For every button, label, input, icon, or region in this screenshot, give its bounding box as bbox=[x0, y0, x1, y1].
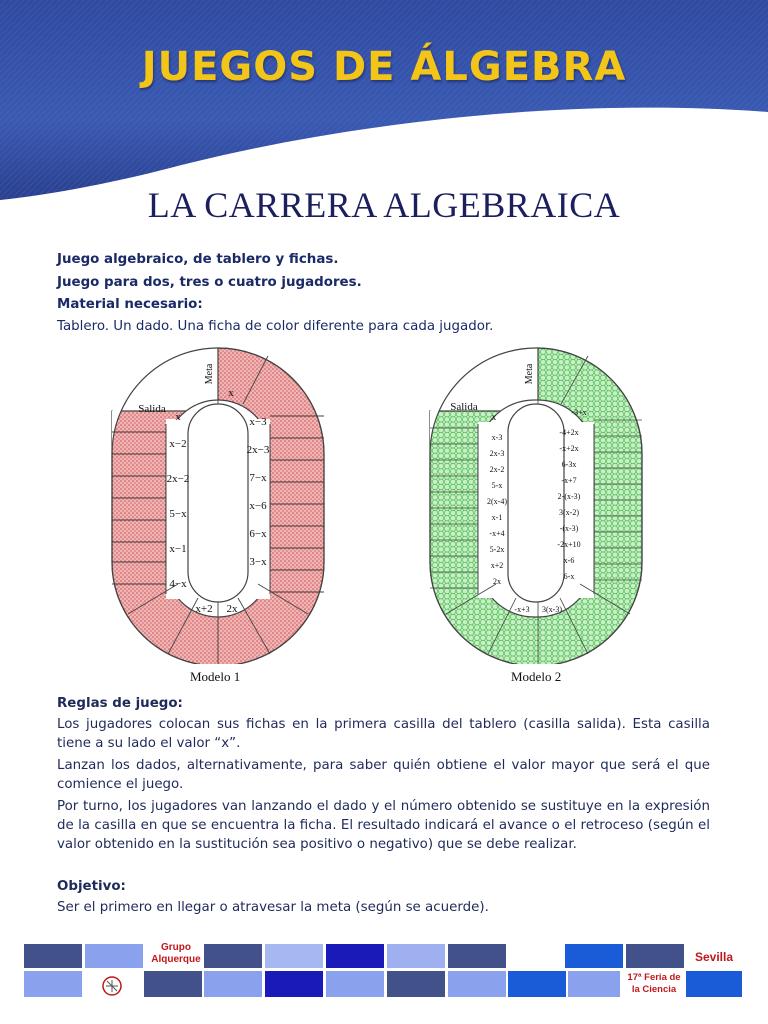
board2-left-cell-1: x-3 bbox=[491, 433, 503, 442]
board2-top-cell: -3+x bbox=[571, 408, 587, 417]
board1-caption: Modelo 1 bbox=[190, 669, 241, 684]
board1-goal-label: Meta bbox=[204, 363, 215, 385]
board1-right-cell-6: 3−x bbox=[249, 556, 267, 568]
rules-paragraph-2: Lanzan los dados, alternativamente, para saber quién obtiene el valor mayor que será el que comience el juego. bbox=[57, 758, 710, 792]
game-boards bbox=[108, 344, 648, 664]
board1-right-cell-5: 6−x bbox=[249, 528, 267, 540]
objective-text: Ser el primero en llegar o atravesar la meta (según se acuerde). bbox=[57, 900, 489, 915]
board2-bottom-cell-1: -x+3 bbox=[514, 605, 530, 614]
board2-start-label: Salida bbox=[450, 401, 478, 413]
board2-caption: Modelo 2 bbox=[511, 669, 562, 684]
board1-top-cell: x bbox=[228, 387, 234, 399]
banner-title: JUEGOS DE ÁLGEBRA bbox=[141, 44, 627, 90]
board2-right-cell-3: 6-3x bbox=[561, 460, 577, 469]
board1-left-cell-2: 2x−2 bbox=[166, 473, 190, 485]
board2-right-cell-9: x-6 bbox=[563, 556, 575, 565]
rules-paragraph-3: Por turno, los jugadores van lanzando el dado y el número obtenido se sustituye en la expresión de la casilla en que se encuentra la ficha. El resultado indicará el avance o el retroceso (según el valor obtenido en la sustitución sea positivo o negativo) que se debe realizar. bbox=[57, 799, 710, 852]
board2-left-cell-9: x+2 bbox=[490, 561, 504, 570]
group-line-1: Grupo bbox=[161, 942, 191, 953]
board2-left-cell-8: 5-2x bbox=[489, 545, 505, 554]
logo-icon bbox=[103, 977, 121, 995]
board2-left-cell-3: 2x-2 bbox=[489, 465, 505, 474]
board1-start-cell: x bbox=[175, 412, 181, 423]
board2-left-cell-4: 5-x bbox=[491, 481, 503, 490]
board-model-2 bbox=[430, 348, 642, 664]
board1-right-cell-3: 7−x bbox=[249, 472, 267, 484]
board1-left-cell-5: 4−x bbox=[169, 578, 187, 590]
city-label: Sevilla bbox=[694, 950, 734, 964]
board2-left-cell-7: -x+4 bbox=[489, 529, 505, 538]
fair-line-2: la Ciencia bbox=[631, 984, 677, 995]
board1-left-cell-3: 5−x bbox=[169, 508, 187, 520]
board2-right-cell-1: -4+2x bbox=[559, 428, 579, 437]
board2-start-cell: x bbox=[491, 412, 497, 422]
fair-line-1: 17ª Feria de bbox=[627, 972, 681, 983]
rules-paragraph-1: Los jugadores colocan sus fichas en la primera casilla del tablero (casilla salida). Esta casilla tiene a su lado el valor “x”. bbox=[57, 717, 710, 751]
board2-right-cell-6: 3(x-2) bbox=[559, 508, 579, 517]
board2-right-cell-8: -2x+10 bbox=[557, 540, 581, 549]
board-model-1 bbox=[112, 348, 324, 664]
board2-goal-label: Meta bbox=[524, 363, 535, 385]
board2-left-cell-6: x-1 bbox=[491, 513, 503, 522]
board1-bottom-cell-1: x+2 bbox=[195, 603, 213, 615]
board2-right-cell-7: -(x-3) bbox=[559, 524, 579, 533]
objective-heading: Objetivo: bbox=[57, 879, 126, 894]
board1-right-cell-1: x−3 bbox=[249, 416, 267, 428]
board2-left-cell-2: 2x-3 bbox=[489, 449, 505, 458]
board1-left-cell-4: x−1 bbox=[169, 543, 187, 555]
board2-left-cell-10: 2x bbox=[493, 577, 501, 586]
board1-right-cell-2: 2x−3 bbox=[246, 444, 270, 456]
board2-right-cell-5: 2-(x-3) bbox=[557, 492, 581, 501]
board2-right-cell-10: 6-x bbox=[563, 572, 575, 581]
intro-line-1: Juego algebraico, de tablero y fichas. bbox=[57, 252, 339, 267]
header-banner bbox=[0, 0, 768, 200]
footer-strip bbox=[0, 940, 768, 1010]
board1-left-cell-1: x−2 bbox=[169, 438, 187, 450]
rules-heading: Reglas de juego: bbox=[57, 696, 183, 711]
board1-right-cell-4: x−6 bbox=[249, 500, 267, 512]
material-text: Tablero. Un dado. Una ficha de color diferente para cada jugador. bbox=[57, 319, 494, 334]
board2-right-cell-4: -x+7 bbox=[561, 476, 577, 485]
board2-bottom-cell-2: 3(x-3) bbox=[542, 605, 562, 614]
board1-bottom-cell-2: 2x bbox=[226, 603, 238, 615]
board2-left-cell-5: 2(x-4) bbox=[487, 497, 507, 506]
group-line-2: Alquerque bbox=[151, 954, 201, 965]
board1-start-label: Salida bbox=[138, 403, 166, 415]
page-title: LA CARRERA ALGEBRAICA bbox=[147, 185, 621, 225]
board2-right-cell-2: -x+2x bbox=[559, 444, 579, 453]
material-heading: Material necesario: bbox=[57, 297, 203, 312]
intro-line-2: Juego para dos, tres o cuatro jugadores. bbox=[57, 275, 362, 290]
